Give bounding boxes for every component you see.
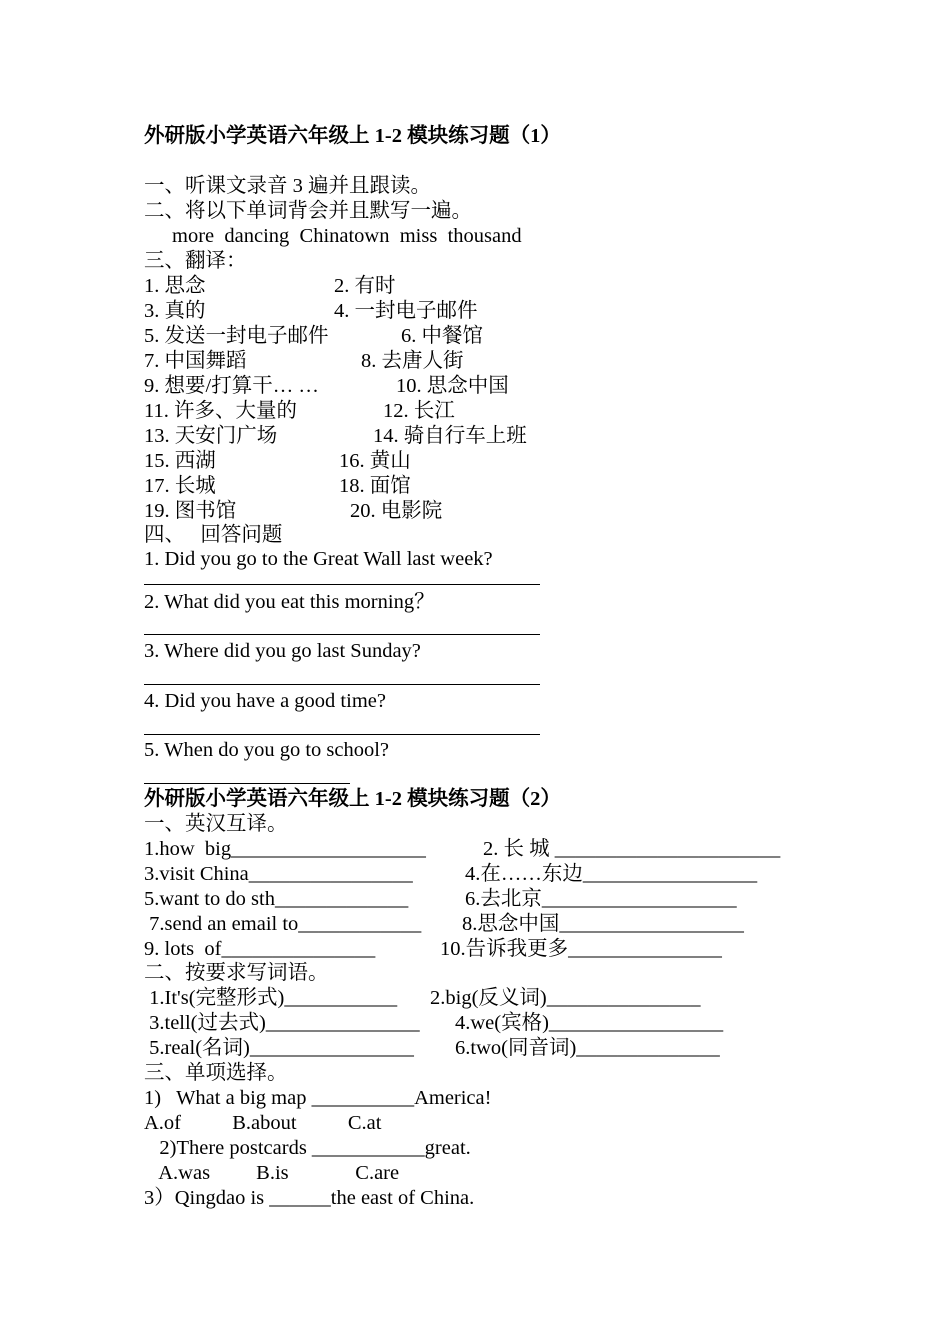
question: 4. Did you have a good time? [144,690,386,712]
mc-line: A.of B.about C.at [144,1112,382,1134]
translate-item: 11. 许多、大量的 [144,400,297,422]
translation-pair: 6.去北京___________________ [465,888,737,910]
mc-line: 1) What a big map __________America! [144,1087,492,1109]
translate-item: 20. 电影院 [350,500,443,522]
question: 3. Where did you go last Sunday? [144,640,421,662]
translate-item: 6. 中餐馆 [401,325,483,347]
translate-item: 13. 天安门广场 [144,425,278,447]
translate-item: 14. 骑自行车上班 [373,425,527,447]
translate-item: 12. 长江 [383,400,455,422]
translate-item: 19. 图书馆 [144,500,237,522]
answer-line[interactable] [144,783,350,784]
part1-section-3: 三、翻译： [144,250,247,272]
word-form-item: 1.It's(完整形式)___________ [144,987,398,1009]
part1-section-1: 一、听课文录音 3 遍并且跟读。 [144,175,431,197]
translate-item: 15. 西湖 [144,450,216,472]
mc-line: 2)There postcards ___________great. [144,1137,471,1159]
translation-pair: 8.思念中国__________________ [462,913,744,935]
question: 5. When do you go to school? [144,739,390,761]
word-form-item: 5.real(名词)________________ [144,1037,414,1059]
translate-item: 2. 有时 [334,275,396,297]
translation-pair: 5.want to do sth_____________ [144,888,409,910]
word-form-item: 4.we(宾格)_________________ [455,1012,724,1034]
part2-title: 外研版小学英语六年级上 1-2 模块练习题（2） [144,788,561,810]
word-form-item: 6.two(同音词)______________ [455,1037,720,1059]
translate-item: 17. 长城 [144,475,216,497]
question: 2. What did you eat this morning？ [144,591,435,613]
word-list: more dancing Chinatown miss thousand [172,225,522,247]
part1-title: 外研版小学英语六年级上 1-2 模块练习题（1） [144,125,561,147]
translation-pair: 9. lots of_______________ [144,938,376,960]
translate-item: 8. 去唐人街 [361,350,464,372]
mc-line: 3）Qingdao is ______the east of China. [144,1187,475,1209]
part2-section-1: 一、英汉互译。 [144,813,288,835]
translate-item: 5. 发送一封电子邮件 [144,325,329,347]
answer-line[interactable] [144,634,540,635]
translate-item: 1. 思念 [144,275,206,297]
part2-section-2: 二、按要求写词语。 [144,962,329,984]
translate-item: 10. 思念中国 [396,375,509,397]
question: 1. Did you go to the Great Wall last week? [144,548,493,570]
translation-pair: 10.告诉我更多_______________ [440,938,722,960]
word-form-item: 2.big(反义词)_______________ [430,987,701,1009]
translation-pair: 3.visit China________________ [144,863,413,885]
translate-item: 16. 黄山 [339,450,411,472]
part1-section-4: 四、 回答问题 [144,524,283,546]
answer-line[interactable] [144,684,540,685]
translate-item: 7. 中国舞蹈 [144,350,247,372]
translation-pair: 4.在……东边_________________ [465,863,758,885]
translation-pair: 7.send an email to____________ [144,913,422,935]
answer-line[interactable] [144,734,540,735]
translate-item: 4. 一封电子邮件 [334,300,478,322]
answer-line[interactable] [144,584,540,585]
translation-pair: 2. 长 城 ______________________ [483,838,781,860]
translate-item: 18. 面馆 [339,475,411,497]
mc-line: A.was B.is C.are [144,1162,400,1184]
part2-section-3: 三、单项选择。 [144,1062,288,1084]
translate-item: 3. 真的 [144,300,206,322]
word-form-item: 3.tell(过去式)_______________ [144,1012,420,1034]
translate-item: 9. 想要/打算干… … [144,375,319,397]
translation-pair: 1.how big___________________ [144,838,426,860]
part1-section-2: 二、将以下单词背会并且默写一遍。 [144,200,472,222]
